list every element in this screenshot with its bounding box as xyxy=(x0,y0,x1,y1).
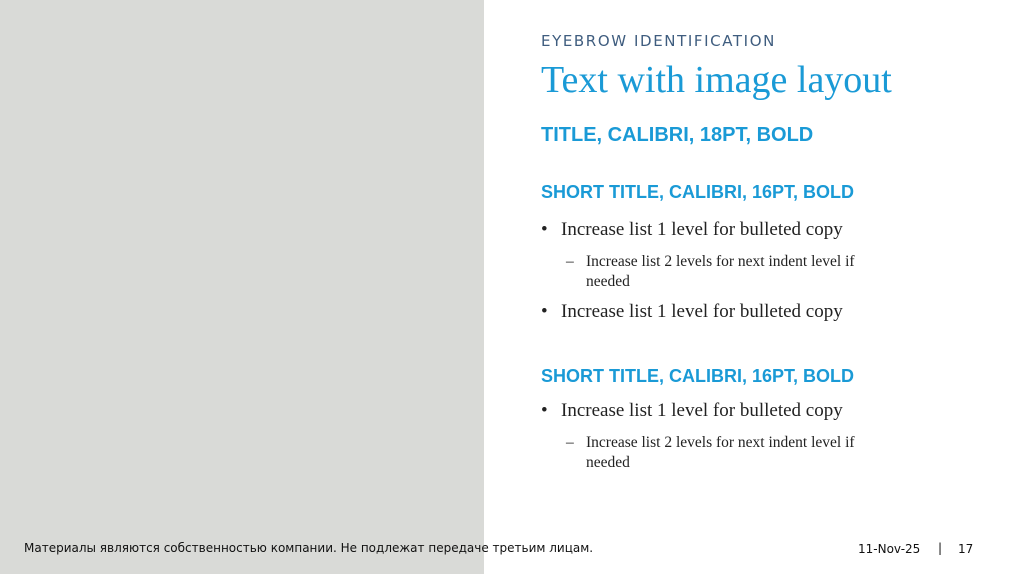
sub-list-item-text: Increase list 2 levels for next indent level if needed xyxy=(586,253,855,290)
bullet-icon: • xyxy=(541,301,548,322)
footer-date: 11-Nov-25 xyxy=(858,542,921,556)
list-item-text: Increase list 1 level for bulleted copy xyxy=(561,301,843,322)
footer-confidentiality-note: Материалы являются собственностью компании. Не подлежат передаче третьим лицам. xyxy=(24,541,594,555)
list-item-text: Increase list 1 level for bulleted copy xyxy=(561,400,843,421)
list-item-text: Increase list 1 level for bulleted copy xyxy=(561,219,843,240)
sub-list-item xyxy=(566,433,866,473)
section-heading: SHORT TITLE, CALIBRI, 16PT, BOLD xyxy=(541,366,855,386)
sub-list-item-text: Increase list 2 levels for next indent level if needed xyxy=(586,434,855,471)
dash-icon: – xyxy=(566,434,574,451)
bullet-icon: • xyxy=(541,219,548,240)
page-number: 17 xyxy=(958,542,974,556)
subtitle-main: TITLE, CALIBRI, 18PT, BOLD xyxy=(541,124,814,146)
slide-title: Text with image layout xyxy=(541,59,892,101)
footer-separator: | xyxy=(938,541,943,555)
eyebrow-label: EYEBROW IDENTIFICATION xyxy=(541,32,776,50)
bullet-icon: • xyxy=(541,400,548,421)
list-item xyxy=(541,400,843,422)
sub-list-item xyxy=(566,252,866,292)
dash-icon: – xyxy=(566,253,574,270)
list-item xyxy=(541,301,843,323)
section-heading: SHORT TITLE, CALIBRI, 16PT, BOLD xyxy=(541,182,855,202)
image-placeholder xyxy=(0,0,484,574)
list-item xyxy=(541,219,843,241)
